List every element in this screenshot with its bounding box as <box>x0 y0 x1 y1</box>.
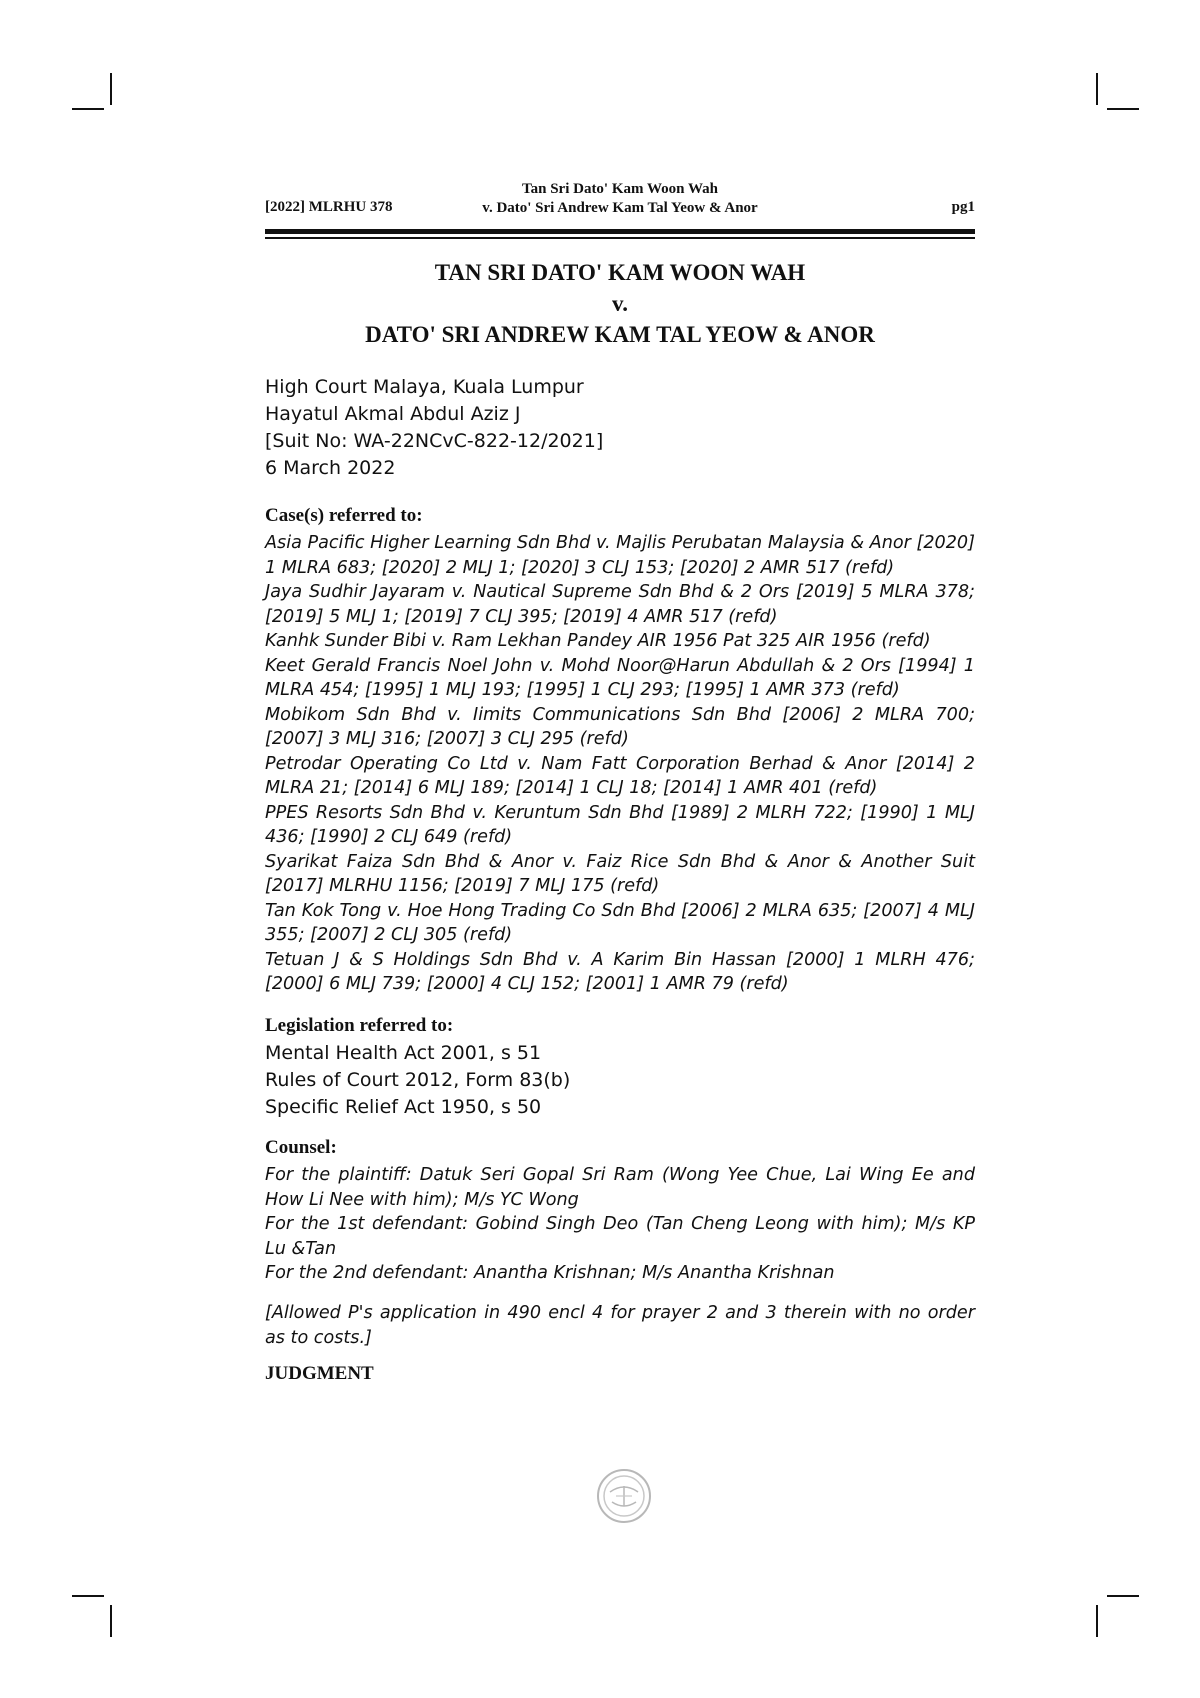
case-item: Syarikat Faiza Sdn Bhd & Anor v. Faiz Rice Sdn Bhd & Anor & Another Suit [2017] MLRHU 1156; [2019] 7 MLJ 175 (refd) <box>265 851 975 896</box>
header-rule-thick <box>265 229 975 234</box>
legislation-item: Mental Health Act 2001, s 51 <box>265 1042 542 1064</box>
plaintiff-name: TAN SRI DATO' KAM WOON WAH <box>434 260 806 285</box>
running-header <box>265 180 975 220</box>
judgment-date: 6 March 2022 <box>265 457 396 479</box>
case-item: Petrodar Operating Co Ltd v. Nam Fatt Corporation Berhad & Anor [2014] 2 MLRA 21; [2014] 6 MLJ 189; [2014] 1 CLJ 18; [2014] 1 AMR 401 (refd) <box>265 753 975 798</box>
legislation-heading: Legislation referred to: <box>265 1015 454 1036</box>
case-title <box>265 257 975 350</box>
counsel-heading: Counsel: <box>265 1137 337 1158</box>
crop-mark-top-left-v <box>110 73 112 105</box>
crop-mark-bottom-right-v <box>1096 1605 1098 1637</box>
legislation-item: Specific Relief Act 1950, s 50 <box>265 1096 542 1118</box>
crop-mark-top-right-v <box>1096 73 1098 105</box>
case-item: Kanhk Sunder Bibi v. Ram Lekhan Pandey AIR 1956 Pat 325 AIR 1956 (refd) <box>265 631 931 651</box>
crop-mark-bottom-left-h <box>72 1595 104 1597</box>
cases-list <box>265 531 975 997</box>
counsel-item: For the 1st defendant: Gobind Singh Deo (Tan Cheng Leong with him); M/s KP Lu &Tan <box>265 1214 975 1259</box>
versus: v. <box>612 291 628 316</box>
counsel-item: For the plaintiff: Datuk Seri Gopal Sri Ram (Wong Yee Chue, Lai Wing Ee and How Li Nee with him); M/s YC Wong <box>265 1165 975 1210</box>
case-item: Keet Gerald Francis Noel John v. Mohd Noor@Harun Abdullah & 2 Ors [1994] 1 MLRA 454; [1995] 1 MLJ 193; [1995] 1 CLJ 293; [1995] 1 AMR 373 (refd) <box>265 655 975 700</box>
crop-mark-bottom-left-v <box>110 1605 112 1637</box>
case-item: Tetuan J & S Holdings Sdn Bhd v. A Karim Bin Hassan [2000] 1 MLRH 476; [2000] 6 MLJ 739; [2000] 4 CLJ 152; [2001] 1 AMR 79 (refd) <box>265 949 975 994</box>
crop-mark-bottom-right-h <box>1107 1595 1139 1597</box>
defendant-name: DATO' SRI ANDREW KAM TAL YEOW & ANOR <box>365 322 875 347</box>
crop-mark-top-right-h <box>1107 108 1139 110</box>
case-item: PPES Resorts Sdn Bhd v. Keruntum Sdn Bhd [1989] 2 MLRH 722; [1990] 1 MLJ 436; [1990] 2 CLJ 649 (refd) <box>265 802 975 847</box>
legislation-list <box>265 1040 975 1121</box>
header-parties-line1: Tan Sri Dato' Kam Woon Wah <box>521 181 719 197</box>
court-info <box>265 374 975 482</box>
header-citation: [2022] MLRHU 378 <box>265 199 393 215</box>
disposition: [Allowed P's application in 490 encl 4 for prayer 2 and 3 therein with no order as to costs.] <box>265 1303 975 1348</box>
counsel-item: For the 2nd defendant: Anantha Krishnan; M/s Anantha Krishnan <box>265 1263 835 1283</box>
court-seal-icon <box>596 1468 652 1524</box>
case-item: Tan Kok Tong v. Hoe Hong Trading Co Sdn Bhd [2006] 2 MLRA 635; [2007] 4 MLJ 355; [2007] 2 CLJ 305 (refd) <box>265 900 975 945</box>
court-name: High Court Malaya, Kuala Lumpur <box>265 376 584 398</box>
judgment-heading: JUDGMENT <box>265 1363 374 1384</box>
header-page-number: pg1 <box>951 199 975 215</box>
cases-heading: Case(s) referred to: <box>265 505 423 526</box>
judge-name: Hayatul Akmal Abdul Aziz J <box>265 403 521 425</box>
counsel-list <box>265 1163 975 1286</box>
legislation-item: Rules of Court 2012, Form 83(b) <box>265 1069 571 1091</box>
suit-number: [Suit No: WA-22NCvC-822-12/2021] <box>265 430 604 452</box>
header-parties <box>265 180 975 218</box>
case-item: Asia Pacific Higher Learning Sdn Bhd v. Majlis Perubatan Malaysia & Anor [2020] 1 MLRA 683; [2020] 2 MLJ 1; [2020] 3 CLJ 153; [2020] 2 AMR 517 (refd) <box>265 533 975 578</box>
header-rule-thin <box>265 237 975 239</box>
case-item: Jaya Sudhir Jayaram v. Nautical Supreme Sdn Bhd & 2 Ors [2019] 5 MLRA 378; [2019] 5 MLJ 1; [2019] 7 CLJ 395; [2019] 4 AMR 517 (refd) <box>265 582 975 627</box>
crop-mark-top-left-h <box>72 108 104 110</box>
header-parties-line2: v. Dato' Sri Andrew Kam Tal Yeow & Anor <box>482 200 758 216</box>
case-item: Mobikom Sdn Bhd v. Iimits Communications Sdn Bhd [2006] 2 MLRA 700; [2007] 3 MLJ 316; [2007] 3 CLJ 295 (refd) <box>265 704 975 749</box>
